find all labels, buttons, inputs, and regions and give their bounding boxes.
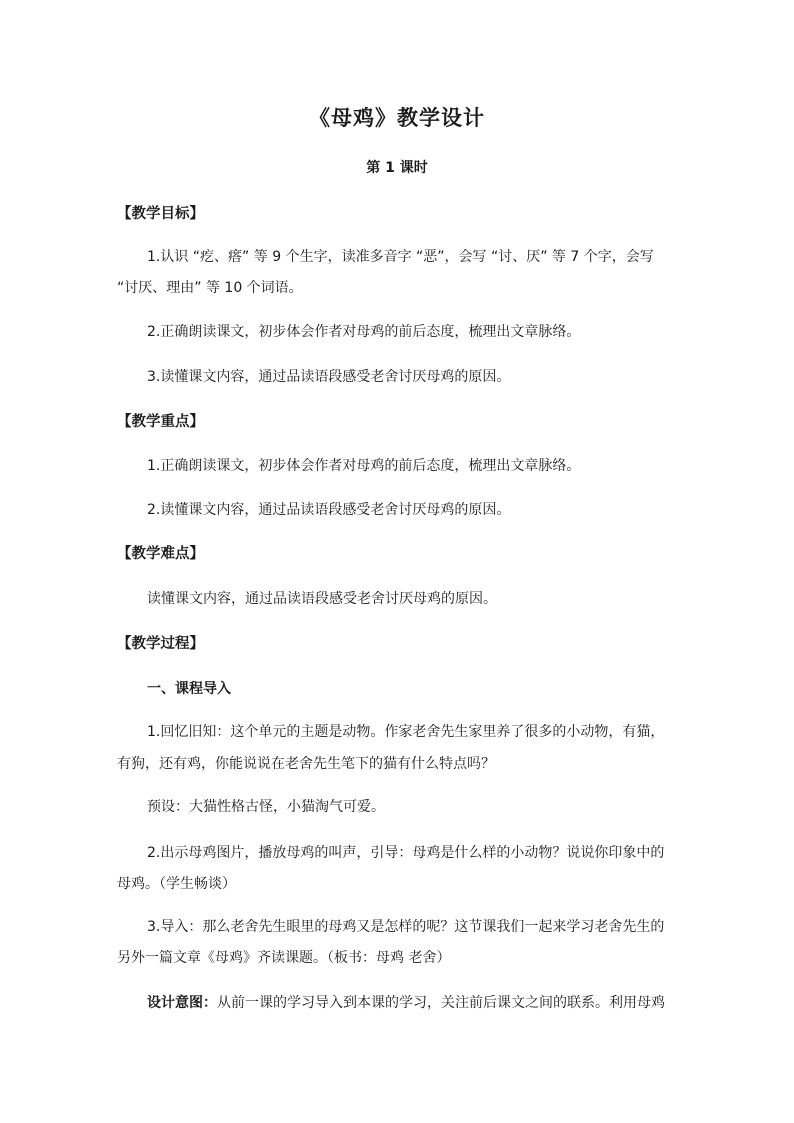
key-point-item-1: 1.正确朗读课文，初步体会作者对母鸡的前后态度，梳理出文章脉络。 bbox=[147, 458, 581, 474]
process-preset: 预设：大猫性格古怪，小猫淘气可爱。 bbox=[147, 799, 385, 815]
process-step-2-line-2: 母鸡。（学生畅谈） bbox=[117, 876, 236, 892]
section-heading-process: 【教学过程】 bbox=[117, 636, 204, 652]
design-intent-line bbox=[147, 993, 677, 1013]
process-step-1-line-1: 1.回忆旧知：这个单元的主题是动物。作家老舍先生家里养了很多的小动物，有猫， bbox=[147, 724, 665, 740]
document-title: 《母鸡》教学设计 bbox=[309, 106, 485, 130]
design-intent-label: 设计意图： bbox=[147, 995, 217, 1011]
section-heading-difficulties: 【教学难点】 bbox=[117, 546, 204, 562]
section-heading-key-points: 【教学重点】 bbox=[117, 414, 204, 430]
goal-item-3: 3.读懂课文内容，通过品读语段感受老舍讨厌母鸡的原因。 bbox=[147, 369, 511, 385]
goal-item-1-line-1: 1.认识 “疙、瘩” 等 9 个生字，读准多音字 “恶”，会写 “讨、厌” 等 7 个字，会写 bbox=[147, 249, 654, 265]
process-step-3-line-1: 3.导入：那么老舍先生眼里的母鸡又是怎样的呢？这节课我们一起来学习老舍先生的 bbox=[147, 919, 665, 935]
process-step-1-line-2: 有狗，还有鸡，你能说说在老舍先生笔下的猫有什么特点吗？ bbox=[117, 756, 495, 772]
difficulty-text: 读懂课文内容，通过品读语段感受老舍讨厌母鸡的原因。 bbox=[147, 591, 497, 607]
goal-item-1-line-2: “讨厌、理由” 等 10 个词语。 bbox=[117, 280, 303, 296]
design-intent-text: 从前一课的学习导入到本课的学习，关注前后课文之间的联系。利用母鸡 bbox=[217, 995, 665, 1011]
process-step-2-line-1: 2.出示母鸡图片，播放母鸡的叫声，引导：母鸡是什么样的小动物？说说你印象中的 bbox=[147, 845, 665, 861]
lesson-period: 第 1 课时 bbox=[366, 160, 428, 176]
process-step-3-line-2: 另外一篇文章《母鸡》齐读课题。（板书：母鸡 老舍） bbox=[117, 950, 451, 966]
process-part-1-heading: 一、课程导入 bbox=[147, 681, 231, 697]
goal-item-2: 2.正确朗读课文，初步体会作者对母鸡的前后态度，梳理出文章脉络。 bbox=[147, 324, 581, 340]
section-heading-goals: 【教学目标】 bbox=[117, 206, 204, 222]
key-point-item-2: 2.读懂课文内容，通过品读语段感受老舍讨厌母鸡的原因。 bbox=[147, 502, 511, 518]
